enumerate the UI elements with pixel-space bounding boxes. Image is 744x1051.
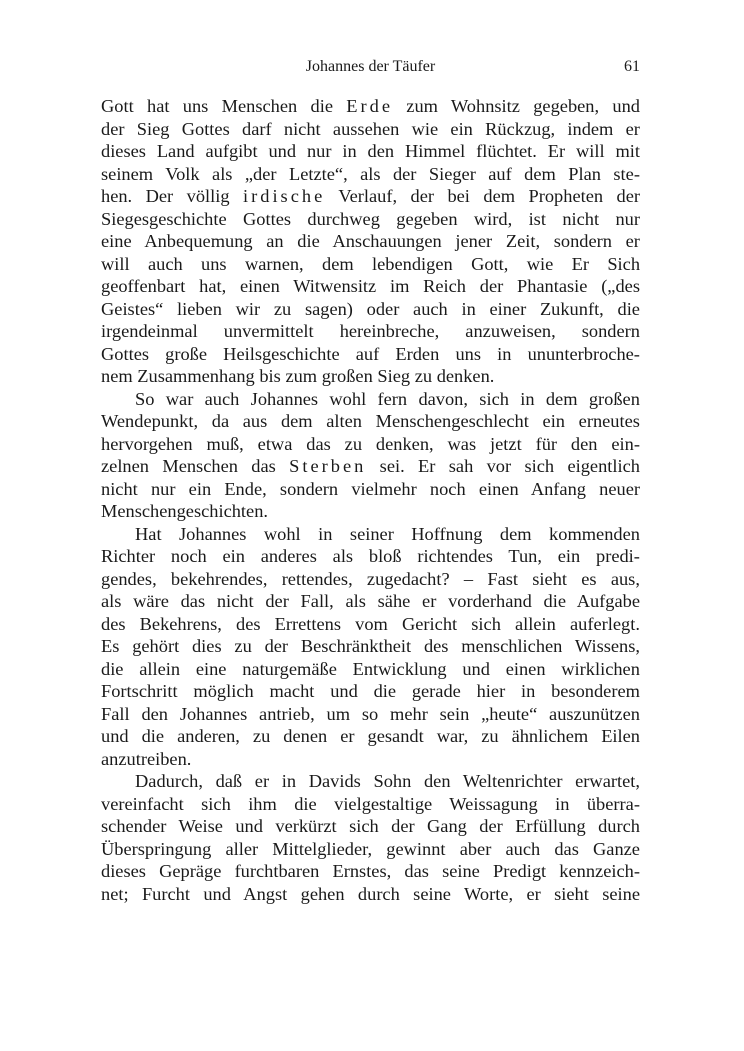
- text-line: eine Anbequemung an die Anschauungen jener Zeit, sondern er: [101, 231, 640, 251]
- text-line: hervorgehen muß, etwa das zu denken, was jetzt für den ein-: [101, 433, 640, 454]
- text-line: hen. Der völlig irdische Verlauf, der bei dem Propheten der: [101, 186, 641, 206]
- text-line: will auch uns warnen, dem lebendigen Gott, wie Er Sich: [101, 253, 641, 274]
- text-line: Geistes“ lieben wir zu sagen) oder auch in einer Zukunft, die: [101, 298, 640, 319]
- text-line: Überspringung aller Mittelglieder, gewinnt aber auch das Ganze: [101, 838, 640, 859]
- text-line: Fall den Johannes antrieb, um so mehr sein „heute“ auszunützen: [101, 703, 640, 724]
- text-line: irgendeinmal unvermittelt hereinbreche, anzuweisen, sondern: [101, 321, 640, 341]
- text-line: Fortschritt möglich macht und die gerade hier in besonderem: [101, 681, 640, 701]
- emphasized-word: Sterben: [289, 456, 367, 476]
- text-line: des Bekehrens, des Errettens vom Gericht sich allein auferlegt.: [101, 613, 640, 634]
- text-line: Hat Johannes wohl in seiner Hoffnung dem kommenden: [135, 523, 640, 544]
- text-line: gendes, bekehrendes, rettendes, zugedacht? – Fast sieht es aus,: [101, 568, 640, 589]
- running-header: [101, 58, 640, 82]
- page-number: 61: [624, 58, 640, 75]
- text-line: Siegesgeschichte Gottes durchweg gegeben wird, ist nicht nur: [101, 208, 640, 229]
- text-line: So war auch Johannes wohl fern davon, sich in dem großen: [135, 388, 640, 409]
- text-line: schender Weise und verkürzt sich der Gang der Erfüllung durch: [101, 816, 640, 836]
- text-line: seinem Volk als „der Letzte“, als der Sieger auf dem Plan ste-: [101, 163, 640, 184]
- text-line: nem Zusammenhang bis zum großen Sieg zu denken.: [101, 366, 495, 386]
- text-line: nicht nur ein Ende, sondern vielmehr noch einen Anfang neuer: [101, 478, 641, 499]
- body-text: [101, 95, 640, 905]
- text-line: Richter noch ein anderes als bloß richtendes Tun, ein predi-: [101, 546, 640, 566]
- text-line: dieses Gepräge furchtbaren Ernstes, das seine Predigt kennzeich-: [101, 861, 640, 881]
- text-line: dieses Land aufgibt und nur in den Himmel flüchtet. Er will mit: [101, 141, 641, 161]
- text-line: Dadurch, daß er in Davids Sohn den Weltenrichter erwartet,: [135, 771, 640, 791]
- text-line: als wäre das nicht der Fall, als sähe er vorderhand die Aufgabe: [101, 591, 641, 611]
- emphasized-word: Erde: [346, 96, 393, 116]
- text-line: Menschengeschichten.: [101, 501, 268, 521]
- text-line: Gottes große Heilsgeschichte auf Erden uns in ununterbroche-: [101, 343, 640, 364]
- text-line: net; Furcht und Angst gehen durch seine Worte, er sieht seine: [101, 883, 641, 904]
- text-line: die allein eine naturgemäße Entwicklung und einen wirklichen: [101, 658, 640, 679]
- text-line: Gott hat uns Menschen die Erde zum Wohnsitz gegeben, und: [101, 96, 640, 116]
- emphasized-word: irdische: [243, 186, 326, 206]
- text-line: vereinfacht sich ihm die vielgestaltige Weissagung in überra-: [101, 793, 640, 814]
- running-title: Johannes der Täufer: [305, 58, 436, 75]
- text-line: anzutreiben.: [101, 748, 192, 769]
- text-line: Es gehört dies zu der Beschränktheit des menschlichen Wissens,: [101, 636, 641, 656]
- text-line: zelnen Menschen das Sterben sei. Er sah vor sich eigentlich: [101, 456, 640, 476]
- text-line: Wendepunkt, da aus dem alten Menschengeschlecht ein erneutes: [101, 411, 640, 431]
- text-line: und die anderen, zu denen er gesandt war, zu ähnlichem Eilen: [101, 726, 640, 746]
- text-line: der Sieg Gottes darf nicht aussehen wie ein Rückzug, indem er: [101, 118, 640, 139]
- text-line: geoffenbart hat, einen Witwensitz im Reich der Phantasie („des: [101, 276, 640, 296]
